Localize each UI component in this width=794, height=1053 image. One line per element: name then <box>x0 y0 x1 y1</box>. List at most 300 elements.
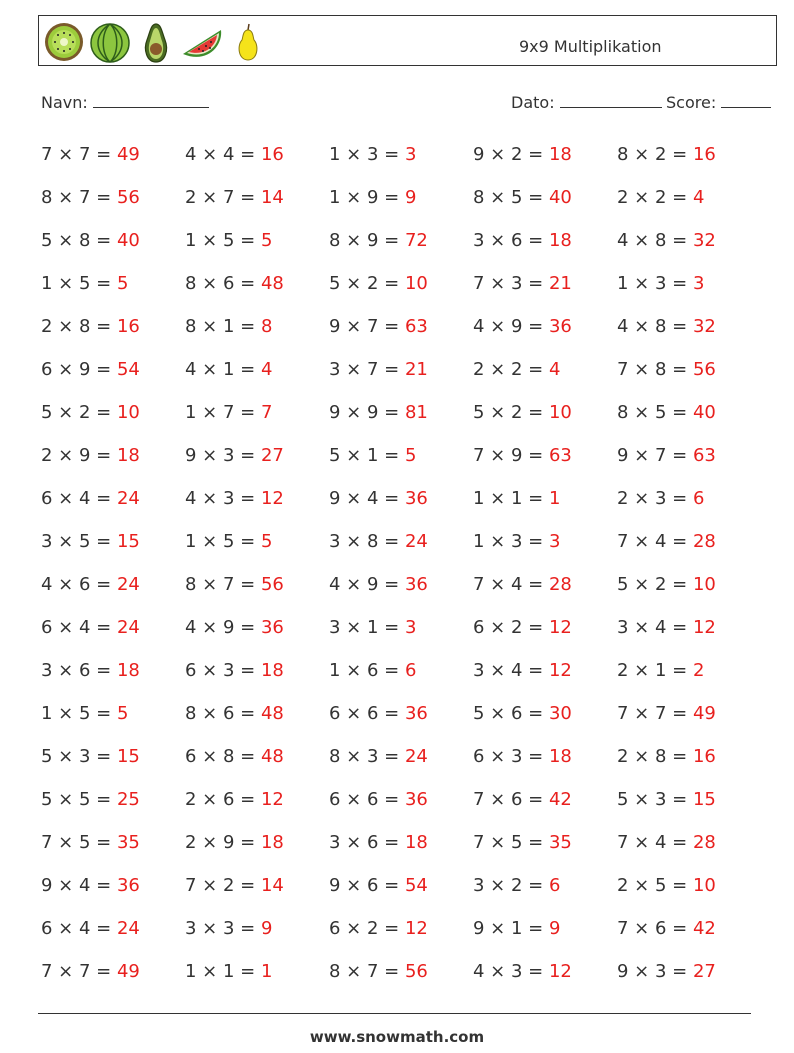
problem-question: 3 × 6 = <box>329 832 400 853</box>
problem-answer: 12 <box>548 961 572 982</box>
problem-item <box>41 355 185 398</box>
problem-question: 1 × 3 = <box>617 273 688 294</box>
problem-answer: 18 <box>260 660 284 681</box>
problem-item <box>617 183 761 226</box>
problem-answer: 18 <box>260 832 284 853</box>
problem-answer: 24 <box>116 488 140 509</box>
problem-answer: 5 <box>116 273 129 294</box>
avocado-icon <box>135 20 177 64</box>
problem-answer: 36 <box>548 316 572 337</box>
problem-answer: 3 <box>548 531 561 552</box>
problem-item <box>617 484 761 527</box>
problem-question: 7 × 6 = <box>473 789 544 810</box>
problem-question: 2 × 5 = <box>617 875 688 896</box>
problem-question: 2 × 1 = <box>617 660 688 681</box>
problem-question: 7 × 5 = <box>41 832 112 853</box>
problem-item <box>473 226 617 269</box>
kiwi-icon <box>43 20 85 64</box>
problem-question: 7 × 8 = <box>617 359 688 380</box>
problem-item <box>41 441 185 484</box>
problem-question: 1 × 5 = <box>185 531 256 552</box>
problem-answer: 56 <box>692 359 716 380</box>
problem-answer: 32 <box>692 316 716 337</box>
problem-item <box>473 957 617 1000</box>
problem-answer: 12 <box>260 488 284 509</box>
problem-item <box>473 527 617 570</box>
problem-question: 4 × 1 = <box>185 359 256 380</box>
problem-item <box>41 570 185 613</box>
problem-answer: 49 <box>116 144 140 165</box>
problem-answer: 15 <box>116 746 140 767</box>
problem-item <box>41 957 185 1000</box>
problem-answer: 48 <box>260 273 284 294</box>
problem-question: 2 × 7 = <box>185 187 256 208</box>
problem-item <box>41 785 185 828</box>
problem-question: 6 × 4 = <box>41 918 112 939</box>
problem-question: 8 × 2 = <box>617 144 688 165</box>
problem-answer: 6 <box>548 875 561 896</box>
problem-question: 4 × 8 = <box>617 230 688 251</box>
problem-item <box>185 398 329 441</box>
problem-answer: 24 <box>404 746 428 767</box>
problem-item <box>185 656 329 699</box>
problem-answer: 12 <box>548 617 572 638</box>
problem-answer: 32 <box>692 230 716 251</box>
problem-item <box>329 785 473 828</box>
problem-item <box>185 355 329 398</box>
problem-item <box>329 613 473 656</box>
problem-item <box>329 570 473 613</box>
problem-answer: 27 <box>692 961 716 982</box>
problem-item <box>41 312 185 355</box>
problem-item <box>329 699 473 742</box>
problem-question: 5 × 8 = <box>41 230 112 251</box>
problem-question: 7 × 5 = <box>473 832 544 853</box>
problem-answer: 63 <box>548 445 572 466</box>
problem-answer: 16 <box>260 144 284 165</box>
problem-item <box>329 957 473 1000</box>
worksheet-title: 9x9 Multiplikation <box>519 37 662 56</box>
problem-item <box>617 871 761 914</box>
problem-question: 8 × 3 = <box>329 746 400 767</box>
problem-question: 1 × 5 = <box>41 703 112 724</box>
date-field <box>511 93 662 112</box>
problem-answer: 81 <box>404 402 428 423</box>
problem-question: 9 × 2 = <box>473 144 544 165</box>
problem-item <box>617 140 761 183</box>
problem-item <box>185 570 329 613</box>
problem-item <box>41 871 185 914</box>
problem-item <box>473 355 617 398</box>
problem-item <box>41 398 185 441</box>
problem-answer: 3 <box>692 273 705 294</box>
problem-answer: 4 <box>260 359 273 380</box>
name-blank[interactable] <box>93 93 209 108</box>
problem-item <box>41 828 185 871</box>
problem-item <box>185 484 329 527</box>
problem-answer: 12 <box>260 789 284 810</box>
problem-question: 1 × 6 = <box>329 660 400 681</box>
problem-item <box>473 140 617 183</box>
problem-item <box>185 828 329 871</box>
problem-question: 9 × 3 = <box>185 445 256 466</box>
problem-answer: 16 <box>692 144 716 165</box>
problem-question: 9 × 3 = <box>617 961 688 982</box>
watermelon-icon <box>181 20 223 64</box>
problem-question: 3 × 6 = <box>473 230 544 251</box>
problem-item <box>473 312 617 355</box>
problem-item <box>617 355 761 398</box>
problem-question: 6 × 4 = <box>41 488 112 509</box>
problem-answer: 10 <box>548 402 572 423</box>
problem-answer: 36 <box>260 617 284 638</box>
problem-question: 9 × 4 = <box>329 488 400 509</box>
problem-item <box>185 269 329 312</box>
problem-item <box>329 656 473 699</box>
problem-question: 3 × 4 = <box>473 660 544 681</box>
problem-item <box>617 785 761 828</box>
problem-question: 4 × 8 = <box>617 316 688 337</box>
problem-item <box>41 269 185 312</box>
problem-question: 4 × 9 = <box>473 316 544 337</box>
score-label: Score: <box>666 93 717 112</box>
problem-item <box>473 699 617 742</box>
problem-question: 5 × 2 = <box>329 273 400 294</box>
problem-item <box>617 914 761 957</box>
problem-answer: 18 <box>548 144 572 165</box>
problem-question: 9 × 9 = <box>329 402 400 423</box>
problem-question: 4 × 3 = <box>185 488 256 509</box>
footer-divider <box>38 1013 751 1014</box>
date-blank[interactable] <box>560 93 662 108</box>
problem-question: 1 × 7 = <box>185 402 256 423</box>
problem-item <box>185 742 329 785</box>
problem-item <box>185 785 329 828</box>
problem-question: 6 × 6 = <box>329 703 400 724</box>
problem-question: 8 × 5 = <box>473 187 544 208</box>
problem-answer: 18 <box>116 445 140 466</box>
problem-answer: 24 <box>116 574 140 595</box>
problem-answer: 35 <box>116 832 140 853</box>
problem-item <box>329 484 473 527</box>
problem-item <box>185 957 329 1000</box>
problem-answer: 28 <box>692 832 716 853</box>
problem-question: 4 × 6 = <box>41 574 112 595</box>
problem-answer: 63 <box>404 316 428 337</box>
problem-answer: 10 <box>404 273 428 294</box>
problem-item <box>329 828 473 871</box>
problem-answer: 5 <box>260 230 273 251</box>
problem-item <box>41 484 185 527</box>
problem-item <box>185 183 329 226</box>
problem-question: 1 × 3 = <box>473 531 544 552</box>
problem-question: 5 × 2 = <box>617 574 688 595</box>
problem-question: 3 × 8 = <box>329 531 400 552</box>
problem-item <box>185 527 329 570</box>
problem-item <box>473 484 617 527</box>
problem-answer: 8 <box>260 316 273 337</box>
problem-answer: 40 <box>548 187 572 208</box>
problem-question: 5 × 2 = <box>41 402 112 423</box>
problem-question: 2 × 8 = <box>617 746 688 767</box>
problem-answer: 14 <box>260 875 284 896</box>
problem-question: 3 × 2 = <box>473 875 544 896</box>
problem-question: 3 × 1 = <box>329 617 400 638</box>
problem-answer: 30 <box>548 703 572 724</box>
name-label: Navn: <box>41 93 88 112</box>
problem-question: 5 × 2 = <box>473 402 544 423</box>
problem-grid <box>41 140 761 1000</box>
problem-item <box>329 398 473 441</box>
problem-question: 2 × 2 = <box>617 187 688 208</box>
problem-item <box>617 699 761 742</box>
problem-item <box>41 742 185 785</box>
problem-answer: 9 <box>260 918 273 939</box>
problem-question: 7 × 4 = <box>617 832 688 853</box>
problem-answer: 21 <box>548 273 572 294</box>
problem-answer: 48 <box>260 746 284 767</box>
problem-answer: 36 <box>404 574 428 595</box>
problem-item <box>473 914 617 957</box>
problem-question: 8 × 1 = <box>185 316 256 337</box>
problem-question: 4 × 9 = <box>329 574 400 595</box>
problem-question: 8 × 7 = <box>329 961 400 982</box>
problem-question: 6 × 4 = <box>41 617 112 638</box>
problem-item <box>329 183 473 226</box>
problem-question: 3 × 3 = <box>185 918 256 939</box>
problem-question: 7 × 3 = <box>473 273 544 294</box>
problem-answer: 24 <box>116 617 140 638</box>
problem-question: 7 × 7 = <box>41 144 112 165</box>
problem-answer: 54 <box>116 359 140 380</box>
problem-answer: 9 <box>404 187 417 208</box>
problem-answer: 10 <box>692 574 716 595</box>
problem-answer: 42 <box>692 918 716 939</box>
problem-item <box>185 312 329 355</box>
problem-item <box>185 140 329 183</box>
problem-item <box>185 914 329 957</box>
problem-item <box>185 871 329 914</box>
problem-answer: 36 <box>404 703 428 724</box>
problem-question: 8 × 7 = <box>185 574 256 595</box>
problem-question: 6 × 3 = <box>185 660 256 681</box>
problem-item <box>329 914 473 957</box>
problem-item <box>473 656 617 699</box>
problem-answer: 49 <box>116 961 140 982</box>
problem-answer: 35 <box>548 832 572 853</box>
problem-question: 2 × 2 = <box>473 359 544 380</box>
score-field <box>666 93 771 112</box>
problem-item <box>617 742 761 785</box>
problem-question: 7 × 7 = <box>41 961 112 982</box>
problem-question: 3 × 7 = <box>329 359 400 380</box>
problem-question: 5 × 6 = <box>473 703 544 724</box>
problem-question: 4 × 3 = <box>473 961 544 982</box>
problem-answer: 40 <box>116 230 140 251</box>
problem-question: 5 × 1 = <box>329 445 400 466</box>
problem-question: 8 × 7 = <box>41 187 112 208</box>
problem-answer: 12 <box>404 918 428 939</box>
problem-answer: 54 <box>404 875 428 896</box>
problem-question: 4 × 4 = <box>185 144 256 165</box>
problem-question: 2 × 9 = <box>41 445 112 466</box>
problem-question: 2 × 9 = <box>185 832 256 853</box>
problem-answer: 5 <box>116 703 129 724</box>
score-blank[interactable] <box>721 93 771 108</box>
problem-question: 6 × 9 = <box>41 359 112 380</box>
problem-question: 2 × 6 = <box>185 789 256 810</box>
name-field <box>41 93 209 112</box>
problem-item <box>617 613 761 656</box>
problem-answer: 56 <box>404 961 428 982</box>
problem-answer: 1 <box>548 488 561 509</box>
problem-answer: 24 <box>116 918 140 939</box>
problem-item <box>473 871 617 914</box>
problem-question: 6 × 3 = <box>473 746 544 767</box>
problem-item <box>185 441 329 484</box>
problem-item <box>41 656 185 699</box>
problem-answer: 36 <box>404 789 428 810</box>
date-label: Dato: <box>511 93 555 112</box>
problem-answer: 16 <box>692 746 716 767</box>
problem-question: 9 × 1 = <box>473 918 544 939</box>
problem-answer: 4 <box>548 359 561 380</box>
problem-answer: 18 <box>548 746 572 767</box>
problem-item <box>617 226 761 269</box>
problem-item <box>473 570 617 613</box>
problem-item <box>41 914 185 957</box>
pear-icon <box>227 20 269 64</box>
problem-item <box>329 312 473 355</box>
problem-question: 7 × 4 = <box>617 531 688 552</box>
problem-item <box>473 398 617 441</box>
problem-question: 8 × 6 = <box>185 273 256 294</box>
problem-question: 8 × 9 = <box>329 230 400 251</box>
problem-item <box>329 226 473 269</box>
problem-question: 5 × 3 = <box>41 746 112 767</box>
problem-answer: 4 <box>692 187 705 208</box>
problem-item <box>617 570 761 613</box>
problem-question: 7 × 9 = <box>473 445 544 466</box>
problem-item <box>473 785 617 828</box>
problem-question: 1 × 5 = <box>41 273 112 294</box>
problem-answer: 6 <box>404 660 417 681</box>
problem-item <box>473 183 617 226</box>
problem-item <box>617 398 761 441</box>
problem-question: 7 × 6 = <box>617 918 688 939</box>
problem-question: 1 × 1 = <box>473 488 544 509</box>
problem-question: 9 × 4 = <box>41 875 112 896</box>
problem-answer: 1 <box>260 961 273 982</box>
problem-item <box>329 527 473 570</box>
problem-answer: 14 <box>260 187 284 208</box>
problem-answer: 49 <box>692 703 716 724</box>
fruit-icons <box>43 20 269 64</box>
problem-item <box>41 226 185 269</box>
problem-item <box>329 269 473 312</box>
problem-answer: 16 <box>116 316 140 337</box>
problem-item <box>617 656 761 699</box>
problem-answer: 28 <box>548 574 572 595</box>
problem-item <box>41 183 185 226</box>
problem-question: 3 × 4 = <box>617 617 688 638</box>
header-box <box>38 15 777 66</box>
problem-item <box>473 613 617 656</box>
problem-question: 1 × 5 = <box>185 230 256 251</box>
problem-answer: 27 <box>260 445 284 466</box>
problem-question: 1 × 3 = <box>329 144 400 165</box>
problem-answer: 12 <box>692 617 716 638</box>
problem-item <box>473 742 617 785</box>
problem-question: 6 × 6 = <box>329 789 400 810</box>
problem-question: 6 × 2 = <box>473 617 544 638</box>
problem-item <box>473 828 617 871</box>
problem-answer: 15 <box>116 531 140 552</box>
problem-item <box>185 613 329 656</box>
problem-answer: 18 <box>116 660 140 681</box>
problem-item <box>41 699 185 742</box>
problem-answer: 6 <box>692 488 705 509</box>
problem-answer: 5 <box>404 445 417 466</box>
problem-question: 2 × 3 = <box>617 488 688 509</box>
problem-item <box>185 699 329 742</box>
problem-item <box>617 527 761 570</box>
problem-answer: 9 <box>548 918 561 939</box>
problem-item <box>41 140 185 183</box>
problem-answer: 15 <box>692 789 716 810</box>
problem-question: 7 × 2 = <box>185 875 256 896</box>
problem-item <box>617 269 761 312</box>
problem-question: 5 × 5 = <box>41 789 112 810</box>
problem-item <box>185 226 329 269</box>
problem-question: 2 × 8 = <box>41 316 112 337</box>
problem-item <box>41 527 185 570</box>
footer-url: www.snowmath.com <box>309 1028 485 1046</box>
problem-question: 6 × 8 = <box>185 746 256 767</box>
problem-answer: 25 <box>116 789 140 810</box>
problem-question: 1 × 9 = <box>329 187 400 208</box>
problem-item <box>329 742 473 785</box>
problem-answer: 18 <box>404 832 428 853</box>
problem-answer: 36 <box>116 875 140 896</box>
problem-answer: 24 <box>404 531 428 552</box>
problem-answer: 48 <box>260 703 284 724</box>
problem-question: 4 × 9 = <box>185 617 256 638</box>
problem-question: 1 × 1 = <box>185 961 256 982</box>
problem-answer: 18 <box>548 230 572 251</box>
melon-icon <box>89 20 131 64</box>
problem-item <box>41 613 185 656</box>
problem-item <box>473 269 617 312</box>
problem-item <box>329 140 473 183</box>
problem-question: 7 × 4 = <box>473 574 544 595</box>
problem-question: 9 × 7 = <box>617 445 688 466</box>
problem-item <box>617 312 761 355</box>
problem-question: 9 × 7 = <box>329 316 400 337</box>
problem-answer: 56 <box>116 187 140 208</box>
problem-item <box>617 828 761 871</box>
problem-item <box>329 871 473 914</box>
problem-question: 3 × 5 = <box>41 531 112 552</box>
problem-question: 9 × 6 = <box>329 875 400 896</box>
problem-question: 8 × 5 = <box>617 402 688 423</box>
problem-answer: 72 <box>404 230 428 251</box>
problem-answer: 3 <box>404 617 417 638</box>
problem-question: 7 × 7 = <box>617 703 688 724</box>
problem-answer: 56 <box>260 574 284 595</box>
problem-item <box>617 957 761 1000</box>
problem-item <box>617 441 761 484</box>
